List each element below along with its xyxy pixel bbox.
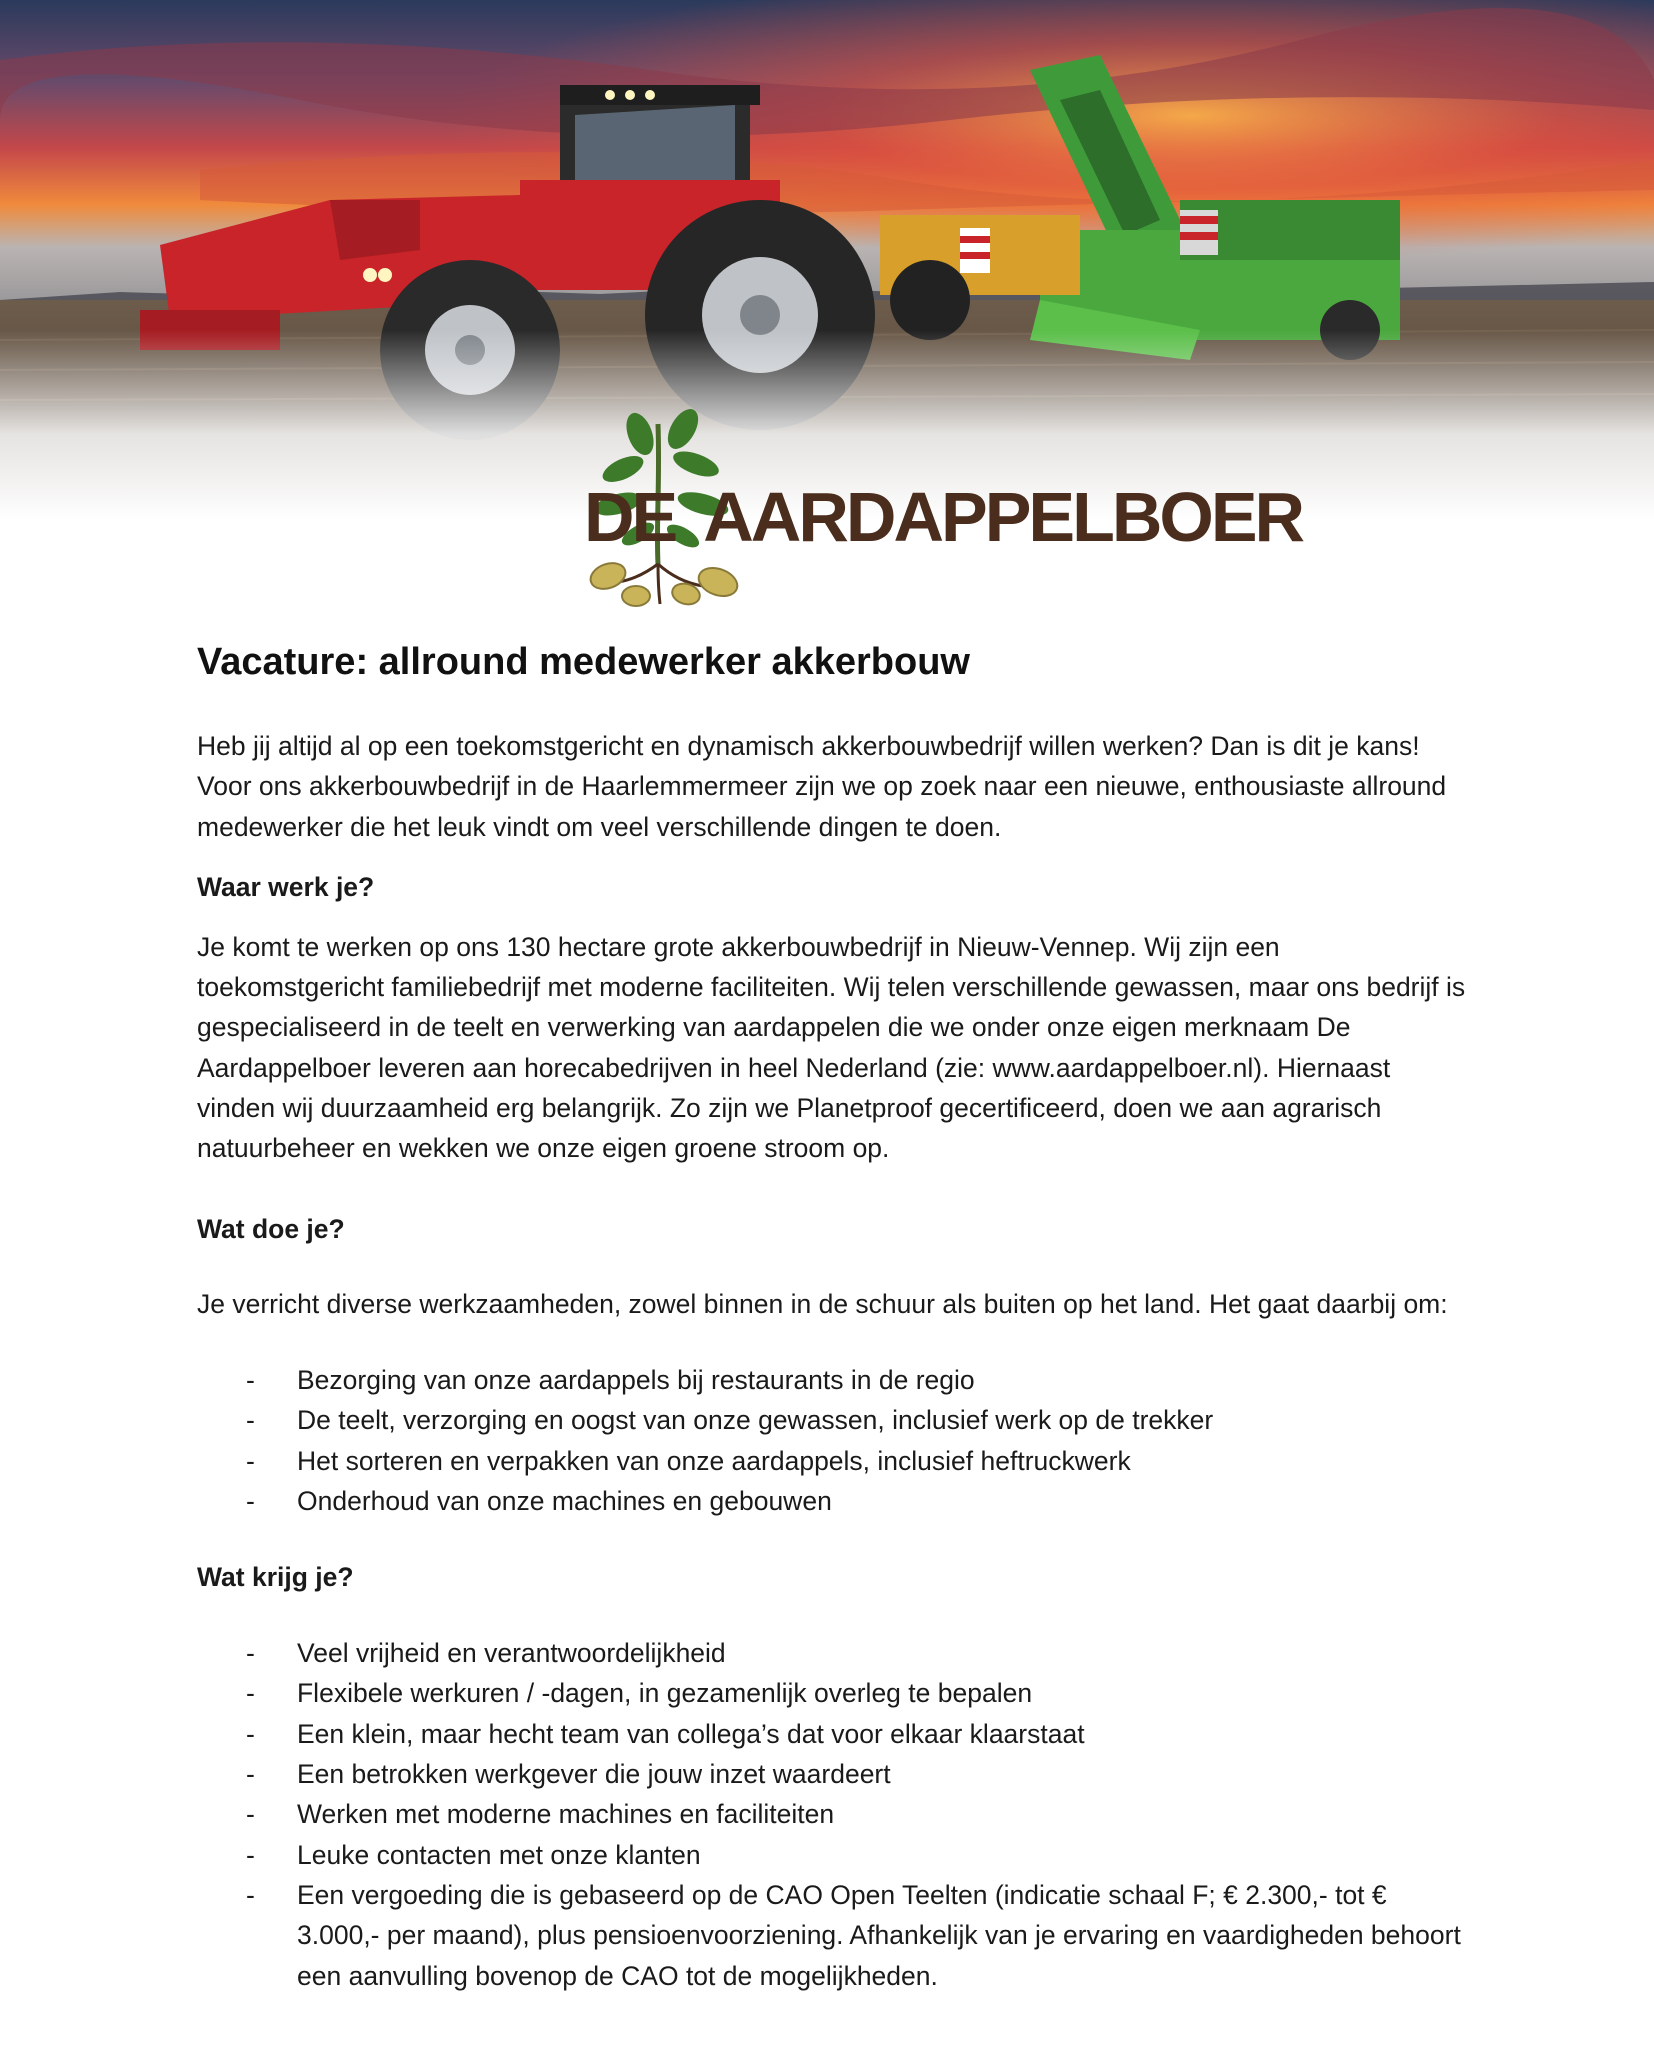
logo-text-main: AARDAPPELBOER xyxy=(703,478,1303,556)
tasks-list xyxy=(197,1360,1467,1521)
heading-what: Wat doe je? xyxy=(197,1213,345,1244)
logo-wordmark xyxy=(584,478,1303,556)
page-title: Vacature: allround medewerker akkerbouw xyxy=(197,641,970,683)
list-item: - Flexibele werkuren / -dagen, in gezamenlijk overleg te bepalen xyxy=(246,1678,1033,1709)
heading-where: Waar werk je? xyxy=(197,871,375,902)
where-paragraph: Je komt te werken op ons 130 hectare grote akkerbouwbedrijf in Nieuw-Vennep. Wij zijn een toekomstgericht familiebedrijf met moderne faciliteiten. Wij telen verschillende gewassen, maar ons bedrijf is gespecialiseerd in de teelt en verwerking van aardappelen die we onder onze eigen merknaam De Aardappelboer leveren aan horecabedrijven in heel Nederland (zie: www.aardappelboer.nl). Hiernaast vinden wij duurzaamheid erg belangrijk. Zo zijn we Planetproof gecertificeerd, doen we aan agrarisch natuurbeheer en wekken we onze eigen groene stroom op. xyxy=(197,931,1466,1164)
list-item: - Onderhoud van onze machines en gebouwen xyxy=(246,1485,832,1516)
list-item: - Een vergoeding die is gebaseerd op de CAO Open Teelten (indicatie schaal F; € 2.300,- tot € 3.000,- per maand), plus pensioenvoorziening. Afhankelijk van je ervaring en vaardigheden behoort een aanvulling bovenop de CAO tot de mogelijkheden. xyxy=(246,1879,1461,1991)
job-posting xyxy=(197,634,1467,1996)
intro-paragraph: Heb jij altijd al op een toekomstgericht en dynamisch akkerbouwbedrijf willen werken? Dan is dit je kans! Voor ons akkerbouwbedrijf in de Haarlemmermeer zijn we op zoek naar een nieuwe, enthousiaste allround medewerker die het leuk vindt om veel verschillende dingen te doen. xyxy=(197,731,1447,842)
list-item: - Leuke contacten met onze klanten xyxy=(246,1839,701,1870)
logo-text-prefix: DE xyxy=(584,478,676,556)
what-paragraph: Je verricht diverse werkzaamheden, zowel binnen in de schuur als buiten op het land. Het gaat daarbij om: xyxy=(197,1288,1448,1319)
list-item: - Werken met moderne machines en faciliteiten xyxy=(246,1799,835,1830)
list-item: - Veel vrijheid en verantwoordelijkheid xyxy=(246,1638,726,1669)
list-item: - Het sorteren en verpakken van onze aardappels, inclusief heftruckwerk xyxy=(246,1445,1131,1476)
aardappelboer-logo xyxy=(578,404,1303,614)
heading-get: Wat krijg je? xyxy=(197,1562,354,1593)
list-item: - Een klein, maar hecht team van collega’s dat voor elkaar klaarstaat xyxy=(246,1718,1085,1749)
benefits-list xyxy=(197,1633,1467,1996)
list-item: - Een betrokken werkgever die jouw inzet waardeert xyxy=(246,1759,891,1790)
list-item: - Bezorging van onze aardappels bij restaurants in de regio xyxy=(246,1364,975,1395)
list-item: - De teelt, verzorging en oogst van onze gewassen, inclusief werk op de trekker xyxy=(246,1405,1214,1436)
